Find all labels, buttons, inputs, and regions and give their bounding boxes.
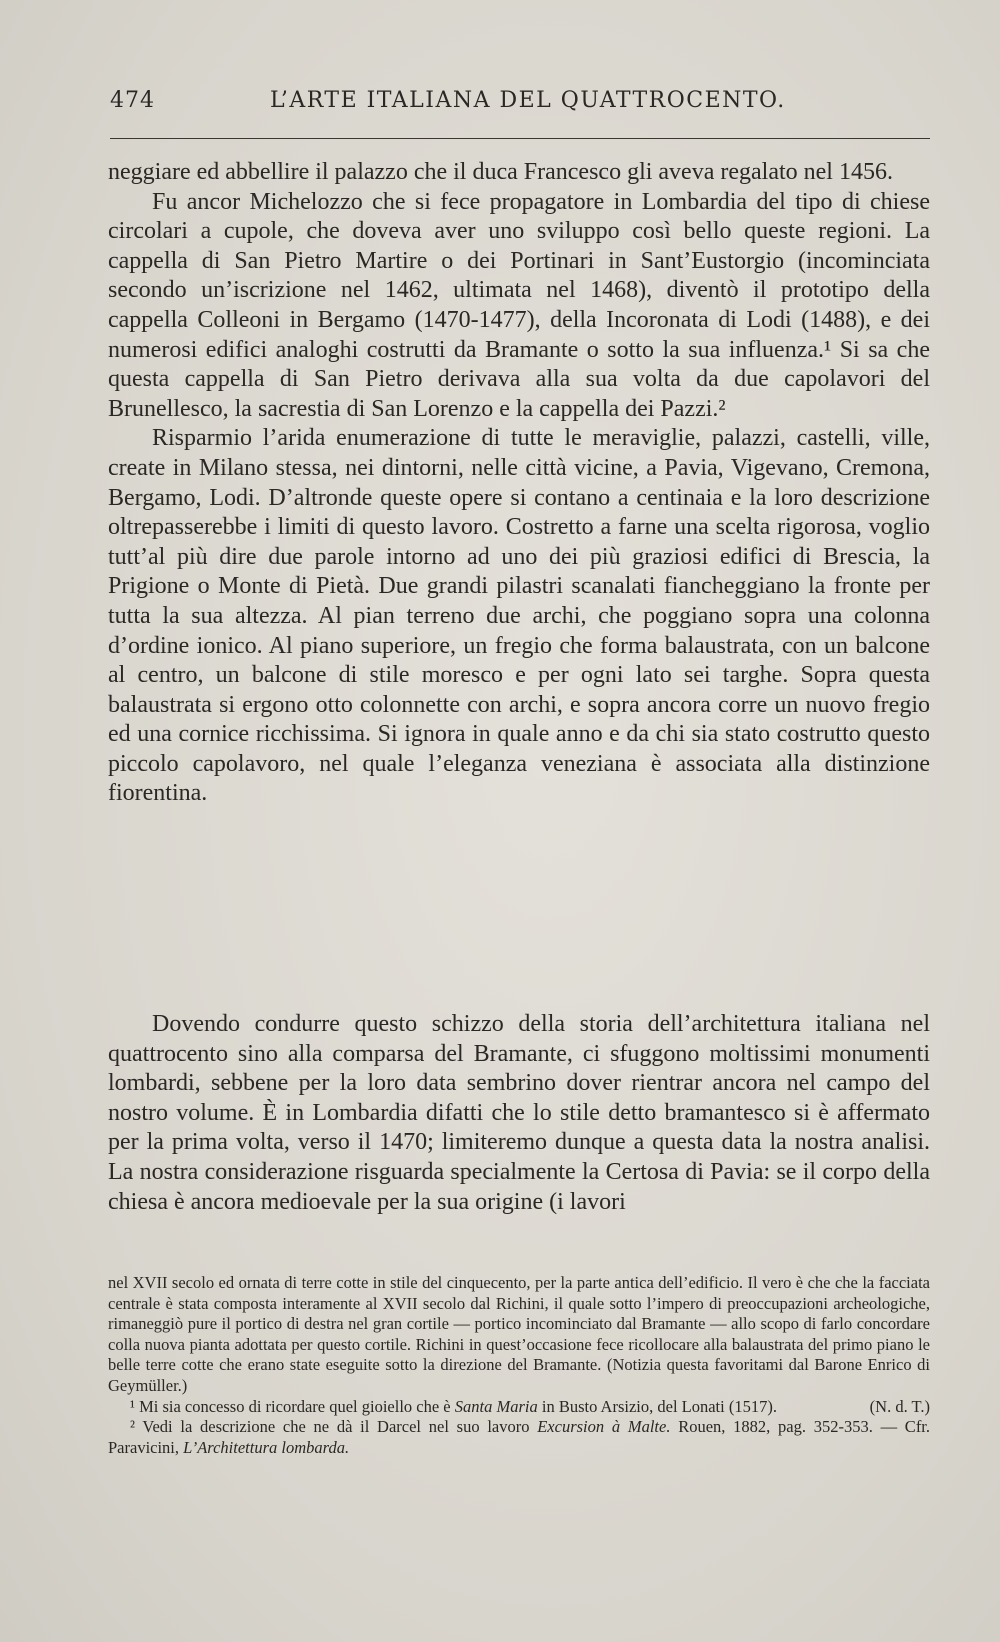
footnote-1-signature: (N. d. T.) bbox=[869, 1396, 930, 1416]
footnote-2 bbox=[108, 1417, 930, 1458]
paragraph-1: neggiare ed abbellire il palazzo che il duca Francesco gli aveva regalato nel 1456. bbox=[108, 159, 893, 185]
footnote-1-text-b: in Busto Arsizio, del Lonati (1517). bbox=[541, 1396, 777, 1416]
footnote-2-text-a: ² Vedi la descrizione che ne dà il Darcel nel suo lavoro bbox=[130, 1417, 530, 1437]
header-rule bbox=[110, 138, 930, 139]
page-number: 474 bbox=[110, 88, 155, 113]
footnote-1-text-a: ¹ Mi sia concesso di ricordare quel gioiello che è bbox=[130, 1396, 451, 1416]
running-title: L’ARTE ITALIANA DEL QUATTROCENTO. bbox=[270, 88, 786, 113]
footnote-2-italic-a: Excursion à Malte. bbox=[537, 1417, 671, 1437]
page-header bbox=[110, 88, 930, 128]
footnote-1-italic: Santa Maria bbox=[454, 1396, 538, 1416]
paragraph-3: Risparmio l’arida enumerazione di tutte le meraviglie, palazzi, castelli, ville, create in Milano stessa, nei dintorni, nelle città vicine, a Pavia, Vigevano, Cremona, Bergamo, Lodi. D’altronde queste opere si contano a centinaia e la loro descrizione oltrepasserebbe i limiti di questo lavoro. Costretto a farne una scelta rigorosa, voglio tutt’al più dire due parole intorno ad uno dei più graziosi edifici di Brescia, la Prigione o Monte di Pietà. Due grandi pilastri scanalati fiancheggiano la fronte per tutta la sua altezza. Al pian terreno due archi, che poggiano sopra una colonna d’ordine ionico. Al piano superiore, un fregio che forma balaustrata, con un balcone al centro, un balcone di stile moresco e per ogni lato sei targhe. Sopra questa balaustrata si ergono otto colonnette con archi, e sopra ancora corre un nuovo fregio ed una cornice ricchissima. Si ignora in quale anno e da chi sia stato costrutto questo piccolo capolavoro, nel quale l’eleganza veneziana è associata alla distinzione fiorentina. bbox=[108, 425, 930, 807]
footnote-1 bbox=[108, 1397, 930, 1418]
paragraph-2: Fu ancor Michelozzo che si fece propagatore in Lombardia del tipo di chiese circolari a cupole, che doveva aver uno sviluppo così bello queste regioni. La cappella di San Pietro Martire o dei Portinari in Sant’Eustorgio (incominciata secondo un’iscrizione nel 1462, ultimata nel 1468), diventò il prototipo della cappella Colleoni in Bergamo (1470-1477), della Incoronata di Lodi (1488), e dei numerosi edifici analoghi costrutti da Bramante o sotto la sua influenza.¹ Si sa che questa cappella di San Pietro derivava alla sua volta da due capolavori del Brunellesco, la sacrestia di San Lorenzo e la cappella dei Pazzi.² bbox=[108, 188, 930, 422]
footnote-2-italic-b: L’Architettura lombarda. bbox=[183, 1437, 350, 1457]
paragraph-4: Dovendo condurre questo schizzo della storia dell’architettura italiana nel quattrocento sino alla comparsa del Bramante, ci sfuggono moltissimi monumenti lombardi, sebbene per la loro data sembrino dover rientrar ancora nel campo del nostro volume. È in Lombardia difatti che lo stile detto bramantesco si è affermato per la prima volta, verso il 1470; limiteremo dunque a questa data la nostra analisi. La nostra considerazione risguarda specialmente la Certosa di Pavia: se il corpo della chiesa è ancora medioevale per la sua origine (i lavori bbox=[108, 1011, 930, 1215]
main-text bbox=[108, 158, 930, 809]
footnote-continuation: nel XVII secolo ed ornata di terre cotte in stile del cinquecento, per la parte antica dell’edificio. Il vero è che che la facciata centrale è stata composta interamente al XVII secolo dal Richini, il quale sotto l’impero di preoccupazioni archeologiche, rimaneggiò pure il portico di destra nel gran cortile — portico incominciato dal Bramante — allo scopo di farlo concordare colla nuova pianta adottata per questo cortile. Richini in quest’occasione fece ricollocare alla balaustrata del primo piano le belle terre cotte che erano state eseguite sotto la direzione del Bramante. (Notizia questa favoritami dal Barone Enrico di Geymüller.) bbox=[108, 1273, 930, 1395]
section-text bbox=[108, 1010, 930, 1217]
footnote-2-text-b: Rouen, 1882, pag. 352-353. — Cfr. Paravicini, bbox=[108, 1417, 931, 1457]
footnotes bbox=[108, 1273, 930, 1458]
